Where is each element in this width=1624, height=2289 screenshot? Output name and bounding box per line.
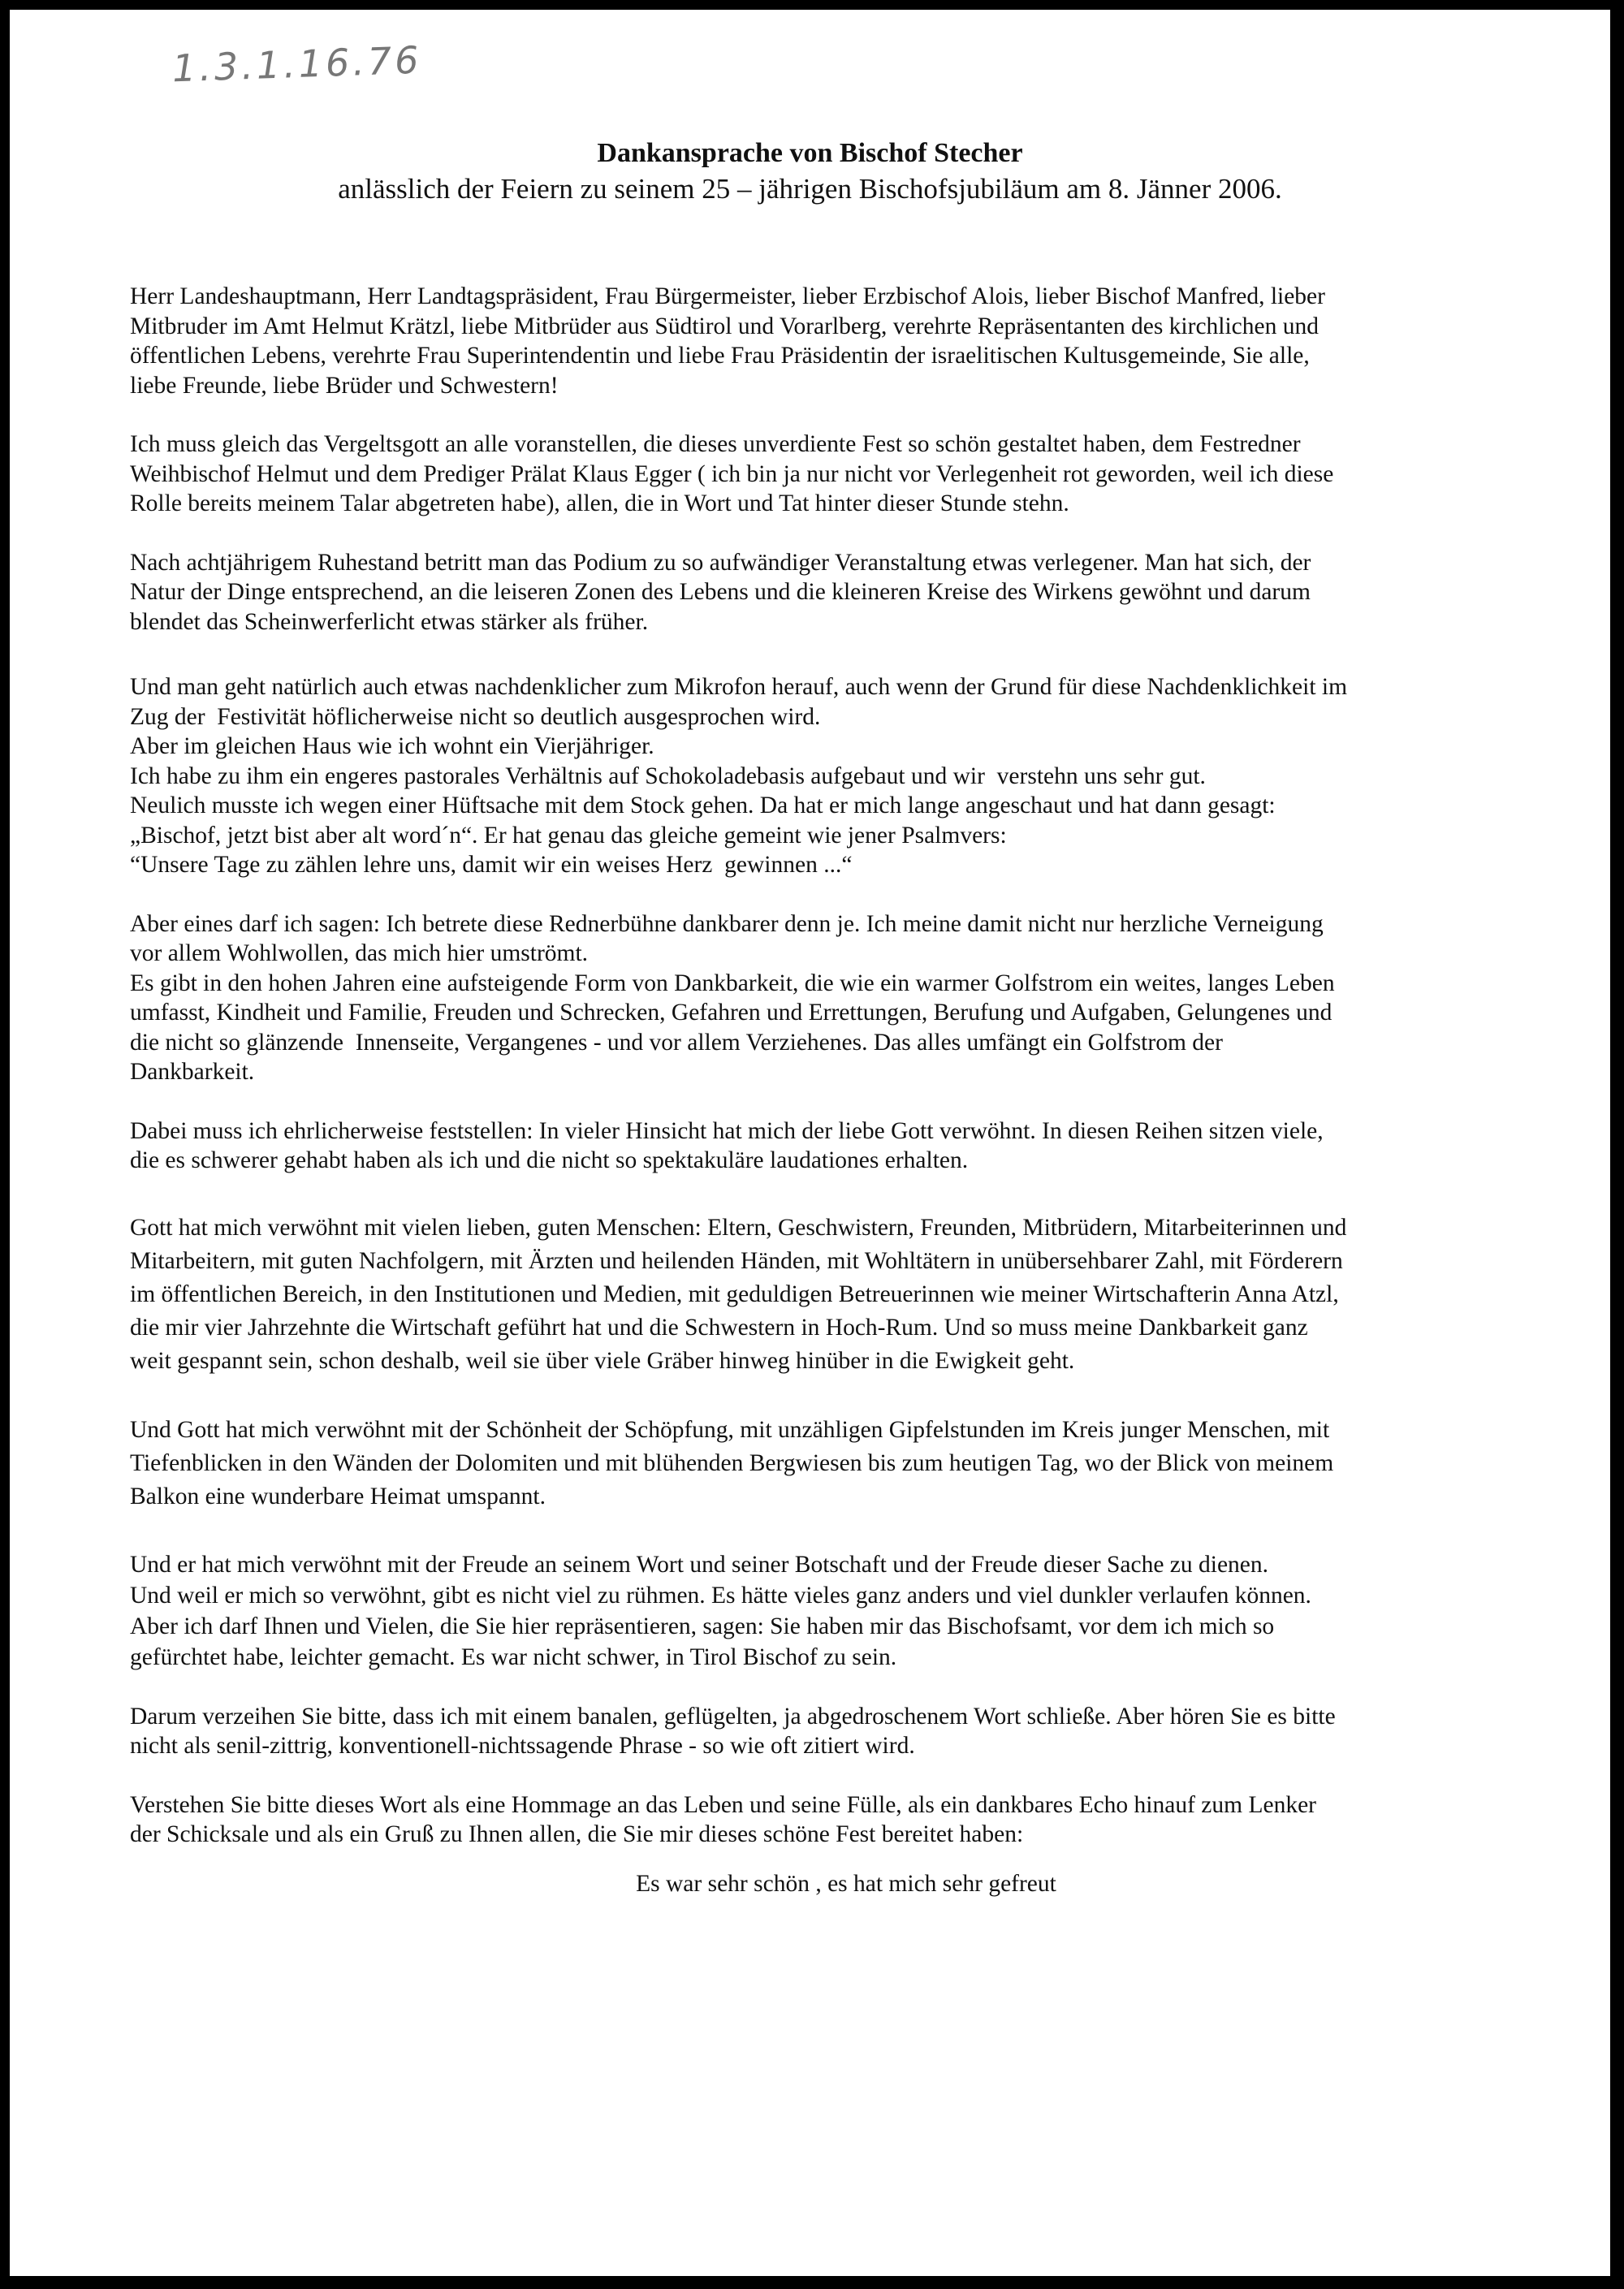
text-line: Und Gott hat mich verwöhnt mit der Schönheit der Schöpfung, mit unzähligen Gipfelstunden im Kreis junger Menschen, mit <box>130 1416 1330 1443</box>
text-line: Und er hat mich verwöhnt mit der Freude an seinem Wort und seiner Botschaft und der Freude dieser Sache zu dienen. <box>130 1551 1269 1578</box>
text-line: Verstehen Sie bitte dieses Wort als eine Hommage an das Leben und seine Fülle, als ein dankbares Echo hinauf zum Lenker <box>130 1791 1316 1818</box>
handwritten-archive-number: 1.3.1.16.76 <box>171 37 423 91</box>
text-line: Tiefenblicken in den Wänden der Dolomiten und mit blühenden Bergwiesen bis zum heutigen Tag, wo der Blick von meinem <box>130 1449 1334 1476</box>
text-line: der Schicksale und als ein Gruß zu Ihnen allen, die Sie mir dieses schöne Fest bereitet haben: <box>130 1821 1024 1847</box>
text-line: Nach achtjährigem Ruhestand betritt man das Podium zu so aufwändiger Veranstaltung etwas verlegener. Man hat sich, der <box>130 549 1311 576</box>
text-line: Es gibt in den hohen Jahren eine aufsteigende Form von Dankbarkeit, die wie ein warmer Golfstrom ein weites, langes Leben <box>130 970 1335 996</box>
text-line: Zug der Festivität höflicherweise nicht so deutlich ausgesprochen wird. <box>130 703 821 730</box>
text-line: die mir vier Jahrzehnte die Wirtschaft geführt hat und die Schwestern in Hoch-Rum. Und so muss meine Dankbarkeit ganz <box>130 1314 1308 1341</box>
text-line: nicht als senil-zittrig, konventionell-nichtssagende Phrase - so wie oft zitiert wird. <box>130 1733 915 1759</box>
text-line: Mitbruder im Amt Helmut Krätzl, liebe Mitbrüder aus Südtirol und Vorarlberg, verehrte Repräsentanten des kirchlichen und <box>130 313 1319 339</box>
paragraph-people <box>130 1211 1559 1378</box>
text-line: Rolle bereits meinem Talar abgetreten habe), allen, die in Wort und Tat hinter dieser Stunde stehn. <box>130 490 1069 516</box>
document-title: Dankansprache von Bischof Stecher <box>597 138 1023 168</box>
text-line: öffentlichen Lebens, verehrte Frau Superintendentin und liebe Frau Präsidentin der israelitischen Kultusgemeinde, Sie alle, <box>130 343 1310 369</box>
text-line: Ich muss gleich das Vergeltsgott an alle voranstellen, die dieses unverdiente Fest so schön gestaltet haben, dem Festredner <box>130 431 1301 457</box>
paragraph-greeting <box>130 282 1559 400</box>
paragraph-apology <box>130 1702 1559 1761</box>
closing-line: Es war sehr schön , es hat mich sehr gefreut <box>636 1870 1056 1897</box>
text-line: Mitarbeitern, mit guten Nachfolgern, mit Ärzten und heilenden Händen, mit Wohltätern in unübersehbarer Zahl, mit Förderern <box>130 1247 1343 1274</box>
text-line: Dankbarkeit. <box>130 1059 255 1085</box>
paragraph-creation <box>130 1414 1559 1514</box>
text-line: blendet das Scheinwerferlicht etwas stärker als früher. <box>130 608 649 635</box>
text-line: Dabei muss ich ehrlicherweise feststellen: In vieler Hinsicht hat mich der liebe Gott verwöhnt. In diesen Reihen sitzen viele, <box>130 1117 1324 1144</box>
document-subtitle: anlässlich der Feiern zu seinem 25 – jährigen Bischofsjubiläum am 8. Jänner 2006. <box>338 173 1282 205</box>
text-line: vor allem Wohlwollen, das mich hier umströmt. <box>130 940 589 966</box>
text-line: Neulich musste ich wegen einer Hüftsache mit dem Stock gehen. Da hat er mich lange angeschaut und hat dann gesagt: <box>130 793 1276 818</box>
text-line: Aber eines darf ich sagen: Ich betrete diese Rednerbühne dankbarer denn je. Ich meine damit nicht nur herzliche Verneigung <box>130 910 1324 937</box>
paragraph-microphone <box>130 672 1559 880</box>
paragraph-homage <box>130 1790 1559 1850</box>
text-line: liebe Freunde, liebe Brüder und Schwestern! <box>130 372 559 399</box>
paragraph-retirement <box>130 548 1559 637</box>
text-line: Und weil er mich so verwöhnt, gibt es nicht viel zu rühmen. Es hätte vieles ganz anders und viel dunkler verlaufen können. <box>130 1582 1311 1609</box>
document-page <box>10 10 1610 2276</box>
text-line: Balkon eine wunderbare Heimat umspannt. <box>130 1483 546 1509</box>
text-line: Und man geht natürlich auch etwas nachdenklicher zum Mikrofon herauf, auch wenn der Grund für diese Nachdenklichkeit im <box>130 674 1348 700</box>
paragraph-spoiled <box>130 1116 1559 1176</box>
text-line: die es schwerer gehabt haben als ich und die nicht so spektakuläre laudationes erhalten. <box>130 1147 969 1173</box>
text-line: im öffentlichen Bereich, in den Institutionen und Medien, mit geduldigen Betreuerinnen wie meiner Wirtschafterin Anna Atzl, <box>130 1281 1339 1307</box>
text-line: Aber ich darf Ihnen und Vielen, die Sie hier repräsentieren, sagen: Sie haben mir das Bischofsamt, vor dem ich mich so <box>130 1613 1275 1639</box>
paragraph-thanks <box>130 430 1559 519</box>
text-line: Weihbischof Helmut und dem Prediger Prälat Klaus Egger ( ich bin ja nur nicht vor Verlegenheit rot geworden, weil ich diese <box>130 460 1334 487</box>
speech-body <box>130 282 1559 1898</box>
text-line: weit gespannt sein, schon deshalb, weil sie über viele Gräber hinweg hinüber in die Ewigkeit geht. <box>130 1347 1075 1374</box>
paragraph-gratitude <box>130 909 1559 1087</box>
text-line: Darum verzeihen Sie bitte, dass ich mit einem banalen, geflügelten, ja abgedroschenem Wort schließe. Aber hören Sie es bitte <box>130 1703 1336 1730</box>
text-line: Aber im gleichen Haus wie ich wohnt ein Vierjähriger. <box>130 733 654 759</box>
text-line: gefürchtet habe, leichter gemacht. Es war nicht schwer, in Tirol Bischof zu sein. <box>130 1643 897 1670</box>
text-line: Natur der Dinge entsprechend, an die leiseren Zonen des Lebens und die kleineren Kreise des Wirkens gewöhnt und darum <box>130 579 1311 605</box>
text-line: „Bischof, jetzt bist aber alt word´n“. Er hat genau das gleiche gemeint wie jener Psalmvers: <box>130 822 1007 849</box>
text-line: “Unsere Tage zu zählen lehre uns, damit wir ein weises Herz gewinnen ...“ <box>130 852 853 878</box>
text-line: umfasst, Kindheit und Familie, Freuden und Schrecken, Gefahren und Errettungen, Berufung und Aufgaben, Gelungenes und <box>130 1000 1332 1026</box>
text-line: die nicht so glänzende Innenseite, Vergangenes - und vor allem Verziehenes. Das alles umfängt ein Golfstrom der <box>130 1029 1223 1056</box>
text-line: Ich habe zu ihm ein engeres pastorales Verhältnis auf Schokoladebasis aufgebaut und wir verstehn uns sehr gut. <box>130 762 1206 789</box>
paragraph-word <box>130 1549 1559 1673</box>
text-line: Gott hat mich verwöhnt mit vielen lieben, guten Menschen: Eltern, Geschwistern, Freunden, Mitbrüdern, Mitarbeiterinnen und <box>130 1214 1347 1241</box>
text-line: Herr Landeshauptmann, Herr Landtagspräsident, Frau Bürgermeister, lieber Erzbischof Alois, lieber Bischof Manfred, lieber <box>130 283 1325 309</box>
